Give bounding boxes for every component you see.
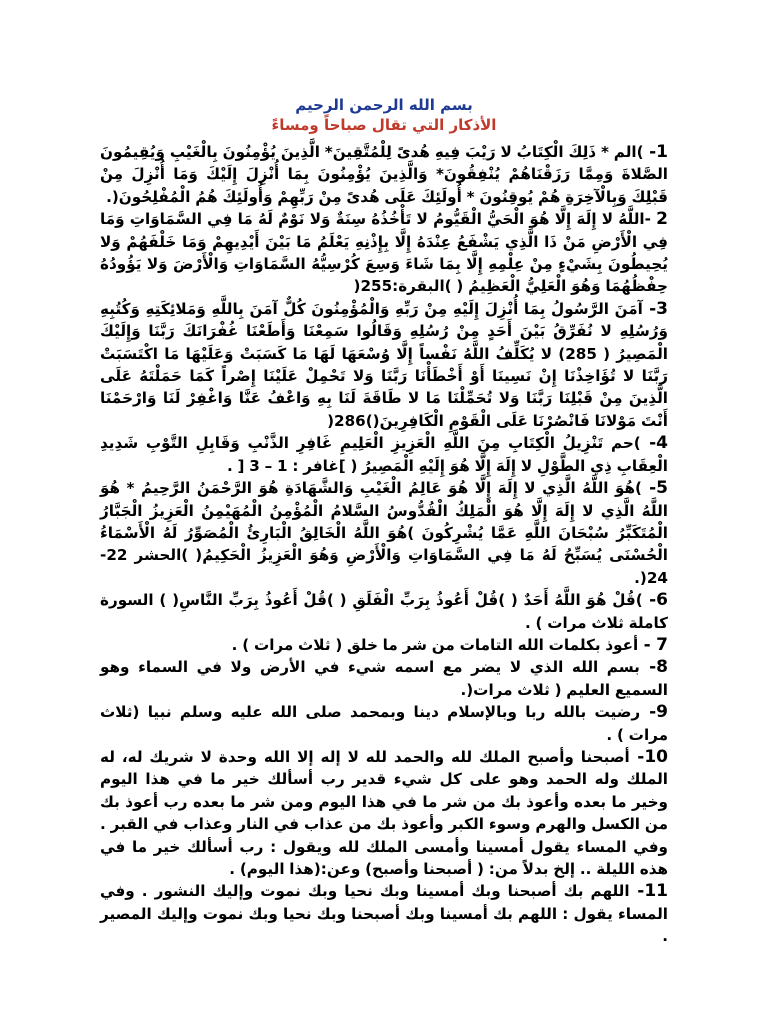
paragraph-number: 5- — [641, 478, 668, 499]
paragraph-number: 7 - — [638, 634, 668, 655]
paragraph-text: أصبحنا وأصبح الملك لله والحمد لله لا إله إلا الله وحدة لا شريك له، له الملك وله الحمد وهو على كل شيء قدير رب أسألك خير ما في هذا اليوم وخير ما بعده وأعوذ بك من شر ما في هذا اليوم ومن شر ما بعده رب أعوذ بك من الكسل والهرم وسوء الكبر وأعوذ بك من عذاب في النار وعذاب في القبر . وفي المساء يقول أمسينا وأمسى الملك لله ويقول : رب أسألك خير ما في هذه الليلة .. إلخ بدلاً من: ( أصبحنا وأصبح) وعن:(هذا اليوم) . — [100, 747, 668, 878]
basmala-heading: بسم الله الرحمن الرحيم — [295, 96, 473, 114]
paragraph-number: 2 — [656, 209, 668, 230]
paragraph-number: 3- — [642, 298, 668, 319]
dhikr-paragraph-7 — [100, 634, 668, 656]
paragraph-text: )الم * ذَلِكَ الْكِتَابُ لا رَيْبَ فِيهِ هُدىً لِلْمُتَّقِينَ* الَّذِينَ يُؤْمِنُونَ بِالْغَيْبِ وَيُقِيمُونَ الصَّلاةَ وَمِمَّا رَزَقْنَاهُمْ يُنْفِقُونَ* وَالَّذِينَ يُؤْمِنُونَ بِمَا أُنْزِلَ إِلَيْكَ وَمَا أُنْزِلَ مِنْ قَبْلِكَ وَبِالْآخِرَةِ هُمْ يُوقِنُونَ * أُولَئِكَ عَلَى هُدىً مِنْ رَبِّهِمْ وَأُولَئِكَ هُمُ الْمُفْلِحُونَ(. — [100, 143, 668, 206]
paragraph-number: 1- — [643, 142, 668, 162]
paragraph-text: آمَنَ الرَّسُولُ بِمَا أُنْزِلَ إِلَيْهِ مِنْ رَبِّهِ وَالْمُؤْمِنُونَ كُلٌّ آمَنَ بِاللَّهِ وَمَلائِكَتِهِ وَكُتُبِهِ وَرُسُلِهِ لا نُفَرِّقُ بَيْنَ أَحَدٍ مِنْ رُسُلِهِ وَقَالُوا سَمِعْنَا وَأَطَعْنَا غُفْرَانَكَ رَبَّنَا وَإِلَيْكَ الْمَصِيرُ ( 285) لا يُكَلِّفُ اللَّهُ نَفْساً إِلَّا وُسْعَهَا لَهَا مَا كَسَبَتْ وَعَلَيْهَا مَا اكْتَسَبَتْ رَبَّنَا لا تُؤَاخِذْنَا إِنْ نَسِينَا أَوْ أَخْطَأْنَا رَبَّنَا وَلا تَحْمِلْ عَلَيْنَا إِصْراً كَمَا حَمَلْتَهُ عَلَى الَّذِينَ مِنْ قَبْلِنَا رَبَّنَا وَلا تُحَمِّلْنَا مَا لا طَاقَةَ لَنَا بِهِ وَاعْفُ عَنَّا وَاغْفِرْ لَنَا وَارْحَمْنَا أَنْتَ مَوْلانَا فَانْصُرْنَا عَلَى الْقَوْمِ الْكَافِرِينَ()286( — [100, 299, 668, 430]
dhikr-paragraph-3 — [100, 298, 668, 432]
paragraph-text: )حم تَنْزِيلُ الْكِتَابِ مِنَ اللَّهِ الْعَزِيزِ الْعَلِيمِ غَافِرِ الذَّنْبِ وَقَابِلِ التَّوْبِ شَدِيدِ الْعِقَابِ ذِي الطَّوْلِ لا إِلَهَ إِلَّا هُوَ إِلَيْهِ الْمَصِيرُ ( ]غافر : 1 – 3 [ . — [100, 434, 668, 475]
dhikr-paragraph-5 — [100, 477, 668, 589]
paragraph-number: 6- — [642, 590, 668, 611]
dhikr-paragraph-10 — [100, 746, 668, 880]
dhikr-paragraph-4 — [100, 432, 668, 477]
paragraph-text: رضيت بالله ربا وبالإسلام دينا وبمحمد صلى الله عليه وسلم نبيا (ثلاث مرات ) . — [100, 703, 668, 744]
dhikr-paragraph-2 — [100, 208, 668, 298]
paragraph-number: 11- — [629, 881, 668, 902]
dhikr-paragraph-9 — [100, 701, 668, 746]
paragraph-text: بسم الله الذي لا يضر مع اسمه شيء في الأرض ولا في السماء وهو السميع العليم ( ثلاث مرات(. — [100, 658, 668, 699]
dhikr-paragraph-1 — [100, 141, 668, 208]
document-page — [100, 95, 668, 948]
dhikr-paragraph-11 — [100, 880, 668, 947]
paragraph-number: 8- — [639, 657, 668, 678]
dhikr-paragraph-8 — [100, 656, 668, 701]
dhikr-paragraph-6 — [100, 589, 668, 634]
paragraph-number: 9- — [640, 702, 668, 723]
paragraph-text: أعوذ بكلمات الله التامات من شر ما خلق ( ثلاث مرات ) . — [231, 635, 639, 654]
paragraph-text: -اللَّهُ لا إِلَهَ إِلَّا هُوَ الْحَيُّ الْقَيُّومُ لا تَأْخُذُهُ سِنَةٌ وَلا نَوْمٌ لَهُ مَا فِي السَّمَاوَاتِ وَمَا فِي الْأَرْضِ مَنْ ذَا الَّذِي يَشْفَعُ عِنْدَهُ إِلَّا بِإِذْنِهِ يَعْلَمُ مَا بَيْنَ أَيْدِيهِمْ وَمَا خَلْفَهُمْ وَلا يُحِيطُونَ بِشَيْءٍ مِنْ عِلْمِهِ إِلَّا بِمَا شَاءَ وَسِعَ كُرْسِيُّهُ السَّمَاوَاتِ وَالْأَرْضَ وَلا يَؤُودُهُ حِفْظُهُمَا وَهُوَ الْعَلِيُّ الْعَظِيمُ ( )البقرة:255( — [100, 210, 668, 296]
paragraph-number: 10- — [629, 746, 668, 767]
paragraph-text: )قُلْ هُوَ اللَّهُ أَحَدٌ ( )قُلْ أَعُوذُ بِرَبِّ الْفَلَقِ ( )قُلْ أَعُوذُ بِرَبِّ النَّاسِ( ) السورة كاملة ثلاث مرات ) . — [100, 591, 668, 632]
paragraph-text: اللهم بك أصبحنا وبك أمسينا وبك نحيا وبك نموت وإليك النشور . وفي المساء يقول : اللهم بك أمسينا وبك أصبحنا وبك نحيا وبك نموت وإليك المصير . — [100, 882, 668, 946]
page-title: الأذكار التي تقال صباحاً ومساءً — [271, 116, 497, 134]
paragraph-number: 4- — [640, 433, 668, 454]
paragraph-text: )هُوَ اللَّهُ الَّذِي لا إِلَهَ إِلَّا هُوَ عَالِمُ الْغَيْبِ وَالشَّهَادَةِ هُوَ الرَّحْمَنُ الرَّحِيمُ * هُوَ اللَّهُ الَّذِي لا إِلَهَ إِلَّا هُوَ الْمَلِكُ الْقُدُّوسُ السَّلامُ الْمُؤْمِنُ الْمُهَيْمِنُ الْعَزِيزُ الْجَبَّارُ الْمُتَكَبِّرُ سُبْحَانَ اللَّهِ عَمَّا يُشْرِكُونَ )هُوَ اللَّهُ الْخَالِقُ الْبَارِئُ الْمُصَوِّرُ لَهُ الْأَسْمَاءُ الْحُسْنَى يُسَبِّحُ لَهُ مَا فِي السَّمَاوَاتِ وَالْأَرْضِ وَهُوَ الْعَزِيزُ الْحَكِيمُ( )الحشر 22-24(. — [100, 479, 668, 587]
